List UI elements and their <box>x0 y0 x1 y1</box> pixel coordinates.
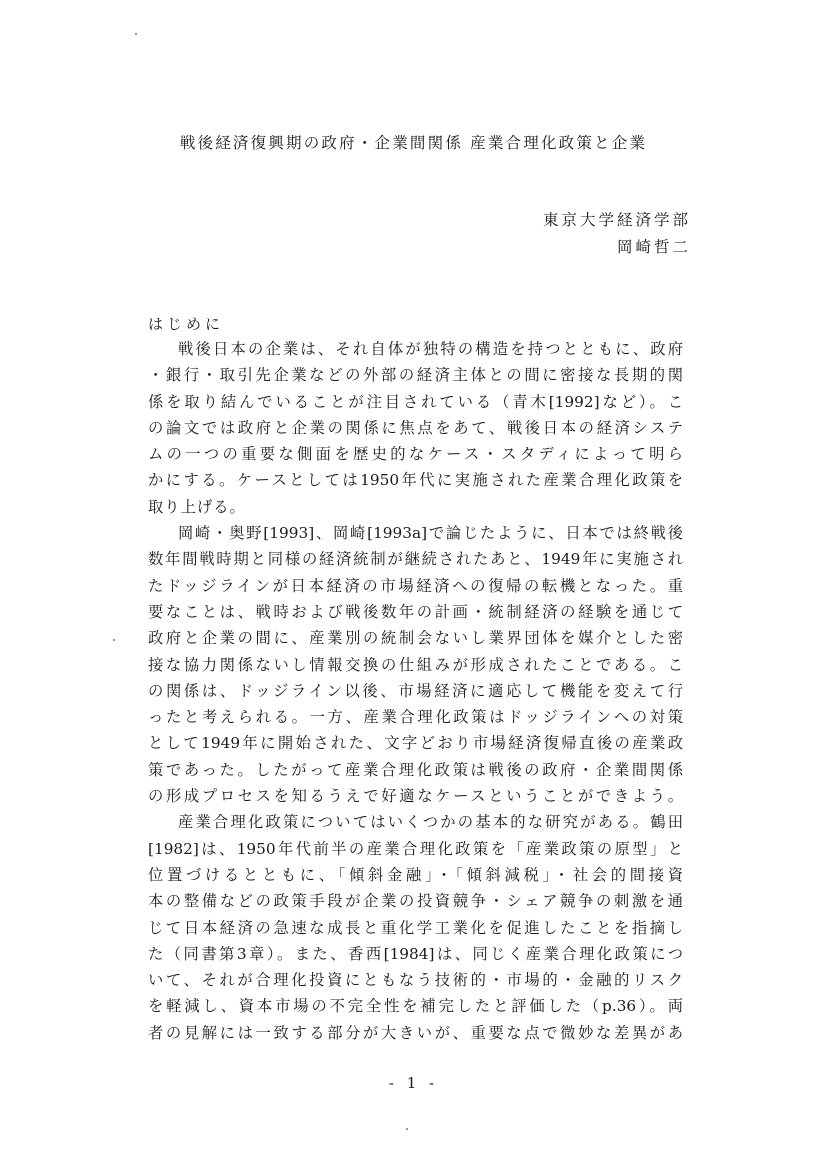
body-line: [1982]は、1950年代前半の産業合理化政策を「産業政策の原型」と <box>148 839 683 858</box>
body-line: いて、それが合理化投資にともなう技術的・市場的・金融的リスク <box>148 971 683 990</box>
body-line: 係を取り結んでいることが注目されている（青木[1992]など）。こ <box>148 392 683 411</box>
body-line: 取り上げる。 <box>148 497 246 516</box>
body-line: たドッジラインが日本経済の市場経済への復帰の転機となった。重 <box>148 576 683 595</box>
body-line: として1949年に開始された、文字どおり市場経済復帰直後の産業政 <box>148 734 683 753</box>
body-line: 位置づけるとともに、「傾斜金融」・「傾斜減税」・社会的間接資 <box>148 865 683 884</box>
scan-speck <box>113 639 115 641</box>
body-line: 策であった。したがって産業合理化政策は戦後の政府・企業間関係 <box>148 760 683 779</box>
body-text <box>148 336 683 1046</box>
author-affiliation: 東京大学経済学部 <box>542 211 691 229</box>
body-line: ったと考えられる。一方、産業合理化政策はドッジラインへの対策 <box>148 708 683 727</box>
author-name: 岡崎哲二 <box>616 238 691 256</box>
body-line: かにする。ケースとしては1950年代に実施された産業合理化政策を <box>148 471 683 490</box>
body-line: 政府と企業の間に、産業別の統制会ないし業界団体を媒介とした密 <box>148 629 683 648</box>
scan-speck <box>406 1128 408 1130</box>
body-line: 本の整備などの政策手段が企業の投資競争・シェア競争の刺激を通 <box>148 892 683 911</box>
body-line: 産業合理化政策についてはいくつかの基本的な研究がある。鶴田 <box>178 813 683 832</box>
body-line: の関係は、ドッジライン以後、市場経済に適応して機能を変えて行 <box>148 681 683 700</box>
body-line: 数年間戦時期と同様の経済統制が継続されたあと、1949年に実施され <box>148 550 683 569</box>
body-line: 岡崎・奥野[1993]、岡崎[1993a]で論じたように、日本では終戦後 <box>178 524 683 543</box>
body-line: じて日本経済の急速な成長と重化学工業化を促進したことを指摘し <box>148 918 683 937</box>
body-line: ・銀行・取引先企業などの外部の経済主体との間に密接な長期的関 <box>148 366 683 385</box>
body-line: の形成プロセスを知るうえで好適なケースということができよう。 <box>148 787 683 806</box>
body-line: 要なことは、戦時および戦後数年の計画・統制経済の経験を通じて <box>148 602 683 621</box>
body-line: 戦後日本の企業は、それ自体が独特の構造を持つとともに、政府 <box>178 340 683 358</box>
document-title: 戦後経済復興期の政府・企業間関係 産業合理化政策と企業 <box>179 134 648 152</box>
scan-speck <box>135 33 137 35</box>
body-line: の論文では政府と企業の関係に焦点をあて、戦後日本の経済システ <box>148 418 683 437</box>
body-line: を軽減し、資本市場の不完全性を補完したと評価した（p.36）。両 <box>148 997 683 1016</box>
body-line: 者の見解には一致する部分が大きいが、重要な点で微妙な差異があ <box>148 1023 683 1042</box>
body-line: 接な協力関係ないし情報交換の仕組みが形成されたことである。こ <box>148 655 683 674</box>
body-line: ムの一つの重要な側面を歴史的なケース・スタディによって明ら <box>148 445 683 464</box>
body-line: た（同書第3章）。また、香西[1984]は、同じく産業合理化政策につ <box>148 944 683 963</box>
page-number: - 1 - <box>388 1074 439 1092</box>
section-heading: はじめに <box>148 315 225 333</box>
